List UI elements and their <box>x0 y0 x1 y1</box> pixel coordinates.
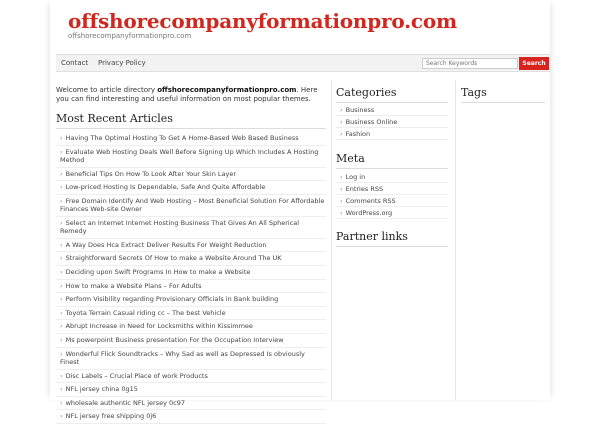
article-link[interactable]: › NFL jersey china 0g15 <box>56 383 326 397</box>
meta-title: Meta <box>336 152 365 165</box>
welcome-prefix: Welcome to article directory <box>56 86 158 94</box>
categories-list <box>336 104 448 140</box>
article-link[interactable]: › Toyota Terrain Casual riding cc – The best Vehicle <box>56 307 326 321</box>
article-link[interactable]: › Deciding upon Swift Programs In How to make a Website <box>56 266 326 280</box>
article-link[interactable]: › wholesale authentic NFL jersey 0c97 <box>56 397 326 411</box>
article-link[interactable]: › Wonderful Flick Soundtracks – Why Sad as well as Depressed Is obviously Finest <box>56 348 326 370</box>
article-link[interactable]: › Disc Labels – Crucial Place of work Products <box>56 370 326 384</box>
tags-title: Tags <box>461 86 487 99</box>
divider <box>56 128 326 129</box>
article-link[interactable]: › Select an Internet Internet Hosting Business That Gives An All Spherical Remedy <box>56 217 326 239</box>
nav-item-contact[interactable]: Contact <box>61 59 89 67</box>
recent-articles-title: Most Recent Articles <box>56 112 173 125</box>
article-link[interactable]: › A Way Does Hca Extract Deliver Results For Weight Reduction <box>56 239 326 253</box>
meta-link[interactable]: › WordPress.org <box>336 207 448 219</box>
article-link[interactable]: › Evaluate Web Hosting Deals Well Before Signing Up Which Includes A Hosting Method <box>56 146 326 168</box>
divider <box>336 246 448 247</box>
column-divider <box>455 80 456 400</box>
article-link[interactable]: › Perform Visibility regarding Provisionary Officials in Bank building <box>56 293 326 307</box>
nav-item-privacy-policy[interactable]: Privacy Policy <box>98 59 146 67</box>
divider <box>336 168 448 169</box>
category-link[interactable]: › Business Online <box>336 116 448 128</box>
meta-link[interactable]: › Log in <box>336 171 448 183</box>
category-link[interactable]: › Business <box>336 104 448 116</box>
search-input[interactable] <box>422 58 518 69</box>
article-link[interactable]: › Abrupt Increase in Need for Locksmiths within Kissimmee <box>56 320 326 334</box>
article-link[interactable]: › How to make a Website Plans – For Adults <box>56 280 326 294</box>
partner-links-title: Partner links <box>336 230 408 243</box>
divider <box>461 102 545 103</box>
article-link[interactable]: › Straightforward Secrets Of How to make a Website Around The UK <box>56 252 326 266</box>
article-link[interactable]: › Beneficial Tips On How To Look After Your Skin Layer <box>56 168 326 182</box>
divider <box>336 102 448 103</box>
site-title[interactable]: offshorecompanyformationpro.com <box>68 9 458 33</box>
article-link[interactable]: › Having The Optimal Hosting To Get A Home-Based Web Based Business <box>56 132 326 146</box>
welcome-text <box>56 86 326 104</box>
nav-bar <box>56 54 550 72</box>
meta-list <box>336 171 448 219</box>
welcome-site-name: offshorecompanyformationpro.com <box>157 86 297 94</box>
category-link[interactable]: › Fashion <box>336 128 448 140</box>
categories-title: Categories <box>336 86 397 99</box>
column-divider <box>331 80 332 400</box>
article-link[interactable]: › Low-priced Hosting Is Dependable, Safe And Quite Affordable <box>56 181 326 195</box>
article-link[interactable]: › NFL jersey free shipping 0j6 <box>56 410 326 424</box>
meta-link[interactable]: › Entries RSS <box>336 183 448 195</box>
search-button[interactable]: Search <box>519 57 549 70</box>
site-description: offshorecompanyformationpro.com <box>68 32 192 40</box>
recent-articles-list <box>56 132 326 424</box>
welcome-suffix: . Here you can find interesting and useful information on most popular themes. <box>56 86 318 103</box>
article-link[interactable]: › Free Domain Identify And Web Hosting – Most Beneficial Solution For Affordable Finances Web-site Owner <box>56 195 326 217</box>
meta-link[interactable]: › Comments RSS <box>336 195 448 207</box>
article-link[interactable]: › Ms powerpoint Business presentation For the Occupation Interview <box>56 334 326 348</box>
page-container <box>50 0 550 421</box>
